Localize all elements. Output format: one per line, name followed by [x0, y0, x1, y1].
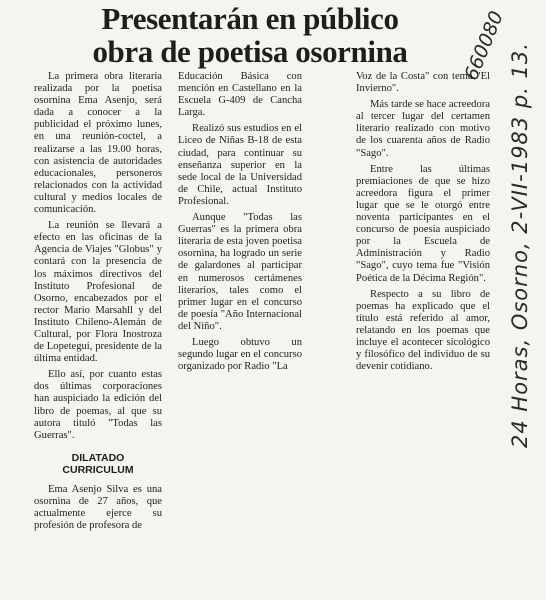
paragraph: Aunque "Todas las Guerras" es la primera obra literaria de esta joven poetisa osornina, ha logrado un serie de galardones al participar en numerosos certámenes literarios, tales como el primer lugar en el concurso de poesía "Año Internacional del Niño".: [178, 212, 302, 332]
paragraph: Ello así, por cuanto estas dos últimas corporaciones han auspiciado la edición del libro de poemas, al que su autora tituló "Todas las Guerras".: [34, 369, 162, 441]
paragraph: Luego obtuvo un segundo lugar en el concurso organizado por Radio "La: [178, 336, 302, 373]
paragraph: La reunión se llevará a efecto en las oficinas de la Agencia de Viajes "Globus" y contará con la presencia de los máximos directivos del Instituto Profesional de Osorno, encabezados por el rector Mario Marsahll y del Instituto Chileno-Alemán de Cultural, por Flora Inostroza de Lopetegui, presidente de la última entidad.: [34, 220, 162, 365]
paragraph: Realizó sus estudios en el Liceo de Niñas B-18 de esta ciudad, para continuar su enseñanza superior en la sede local de la Universidad de Chile, actual Instituto Profesional.: [178, 123, 302, 207]
section-subheading: [34, 452, 162, 476]
paragraph: Voz de la Costa" con tema "El Invierno".: [356, 71, 490, 95]
paragraph: Respecto a su libro de poemas ha explicado que el título está referido al amor, relatando en los poemas que incluye el acontecer sicológico y filosófico del individuo de su devenir cotidiano.: [356, 288, 490, 373]
headline-line-2: obra de poetisa osornina: [92, 34, 408, 69]
article-column-3: [356, 71, 490, 377]
paragraph: Entre las últimas premiaciones de que se hizo acreedora figura el primer lugar que se le otorgó entre noventa participantes en el concurso de poesía auspiciado por la Escuela de Administración y Radio "Sago", cuyo tema fue "Visión Poética de la Décima Región".: [356, 163, 490, 284]
subheading-line-1: DILATADO: [71, 451, 125, 464]
article-column-1: [34, 71, 162, 536]
handwritten-catalog-number: 660080: [460, 8, 509, 84]
subheading-line-2: CURRICULUM: [62, 463, 134, 476]
headline-line-1: Presentarán en público: [101, 1, 399, 36]
paragraph: Ema Asenjo Silva es una osornina de 27 años, que actualmente ejerce su profesión de profesora de: [34, 483, 162, 532]
paragraph: La primera obra literaria realizada por la poetisa osornina Ema Asenjo, será dada a conocer a la publicidad el próximo lunes, en una reunión-coctel, a realizarse a las 19.00 horas, con asistencia de autoridades educacionales, personeros relacionados con la actividad cultural y medios locales de comunicación.: [34, 71, 162, 216]
article-column-2: [178, 71, 302, 377]
handwritten-source-note: 24 Horas, Osorno, 2-VII-1983 p. 13.: [508, 42, 532, 448]
paragraph: Educación Básica con mención en Castellano en la Escuela G-409 de Cancha Larga.: [178, 71, 302, 119]
paragraph: Más tarde se hace acreedora al tercer lugar del certamen literario realizado con motivo de los cuarenta años de Radio "Sago".: [356, 99, 490, 159]
headline: [70, 2, 430, 68]
